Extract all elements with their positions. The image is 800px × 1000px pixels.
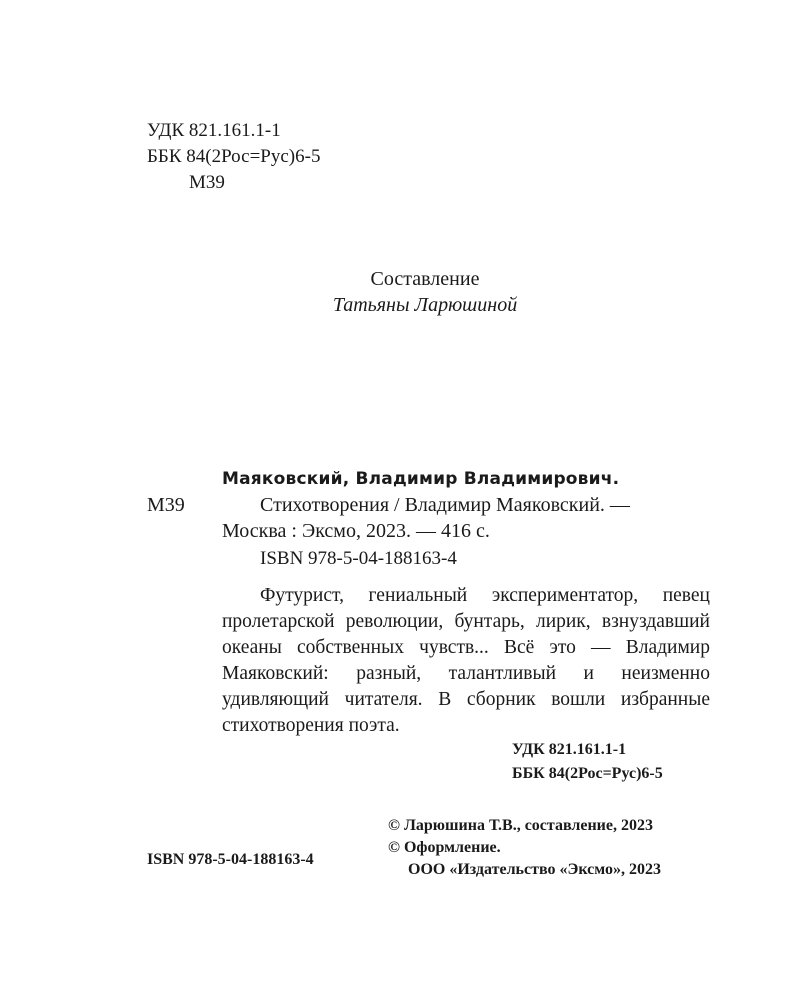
annotation-text: Футурист, гениальный экспериментатор, певец пролетарской революции, бунтарь, лирик, взнуздавший океаны собственных чувств... Всё это — Владимир Маяковский: разный, талантливый и неизменно удивляющий читателя. В сборник вошли избранные стихотворения поэта. — [222, 585, 710, 736]
udk-code: УДК 821.161.1-1 — [147, 120, 281, 141]
record-title: Стихотворения / Владимир Маяковский. — — [260, 494, 630, 516]
author-mark: М39 — [189, 172, 225, 193]
classification-codes-bottom — [512, 738, 663, 786]
classification-codes-top — [147, 118, 320, 196]
bibliography-author-mark: М39 — [147, 494, 185, 516]
compiler-label: Составление — [370, 268, 480, 290]
record-imprint: Москва : Эксмо, 2023. — 416 с. — [222, 520, 490, 542]
bbk-code-bottom: ББК 84(2Рос=Рус)6-5 — [512, 765, 663, 782]
udk-code-bottom: УДК 821.161.1-1 — [512, 741, 627, 758]
copyright-design: © Оформление. — [388, 839, 501, 856]
record-isbn: ISBN 978-5-04-188163-4 — [260, 548, 457, 569]
bbk-code: ББК 84(2Рос=Рус)6-5 — [147, 146, 321, 167]
copyright-publisher: ООО «Издательство «Эксмо», 2023 — [408, 861, 661, 878]
record-author: Маяковский, Владимир Владимирович. — [222, 469, 620, 489]
bibliographic-record — [222, 466, 710, 544]
compiler-name: Татьяны Ларюшиной — [332, 294, 518, 316]
isbn-bottom: ISBN 978-5-04-188163-4 — [147, 851, 314, 868]
copyright-compiler: © Ларюшина Т.В., составление, 2023 — [388, 817, 653, 834]
copyright-block — [388, 815, 661, 881]
compiler-credit — [0, 266, 800, 318]
